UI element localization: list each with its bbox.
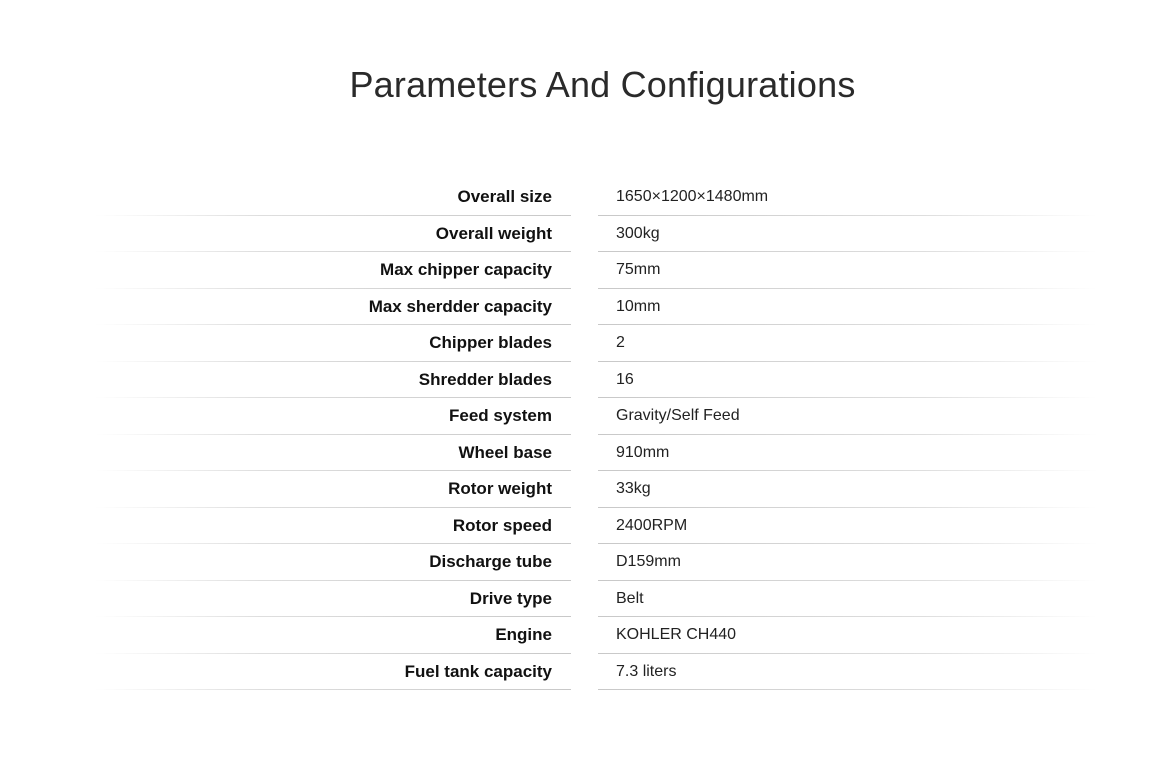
spec-row	[0, 398, 1163, 435]
spec-label: Rotor weight	[448, 479, 552, 498]
spec-table	[0, 179, 1163, 690]
spec-value: 10mm	[616, 297, 661, 315]
spec-value: Gravity/Self Feed	[616, 407, 740, 424]
spec-row	[0, 289, 1163, 326]
spec-value: 75mm	[616, 261, 661, 278]
spec-label: Max sherdder capacity	[368, 296, 552, 316]
spec-label: Shredder blades	[418, 369, 552, 389]
spec-row	[0, 471, 1163, 508]
row-divider-left	[95, 689, 571, 690]
spec-label: Engine	[495, 625, 552, 644]
spec-label: Wheel base	[458, 442, 552, 462]
row-divider-right	[598, 689, 1098, 690]
spec-row	[0, 252, 1163, 289]
spec-row	[0, 617, 1163, 654]
spec-label: Overall size	[457, 187, 552, 206]
spec-label: Drive type	[469, 588, 552, 608]
spec-label: Rotor speed	[452, 515, 552, 535]
spec-row	[0, 581, 1163, 618]
spec-value: 1650×1200×1480mm	[616, 188, 769, 205]
spec-value: D159mm	[616, 553, 681, 570]
spec-row	[0, 435, 1163, 472]
spec-row	[0, 362, 1163, 399]
spec-label: Fuel tank capacity	[404, 661, 552, 681]
spec-row	[0, 325, 1163, 362]
spec-value: 7.3 liters	[616, 662, 677, 680]
spec-label: Discharge tube	[429, 552, 552, 571]
spec-label: Feed system	[449, 406, 552, 425]
page-title: Parameters And Configurations	[349, 64, 856, 105]
spec-row	[0, 179, 1163, 216]
spec-value: 33kg	[616, 480, 651, 497]
spec-value: 300kg	[616, 224, 660, 242]
spec-value: 910mm	[616, 443, 670, 461]
spec-label: Max chipper capacity	[380, 260, 552, 279]
spec-value: 2	[616, 334, 625, 351]
spec-label: Overall weight	[435, 223, 552, 243]
spec-row	[0, 216, 1163, 253]
spec-row	[0, 654, 1163, 691]
spec-row	[0, 544, 1163, 581]
spec-row	[0, 508, 1163, 545]
spec-value: KOHLER CH440	[616, 626, 737, 643]
spec-value: Belt	[616, 589, 644, 607]
spec-value: 2400RPM	[616, 516, 688, 534]
spec-label: Chipper blades	[429, 333, 552, 352]
spec-value: 16	[616, 370, 634, 388]
